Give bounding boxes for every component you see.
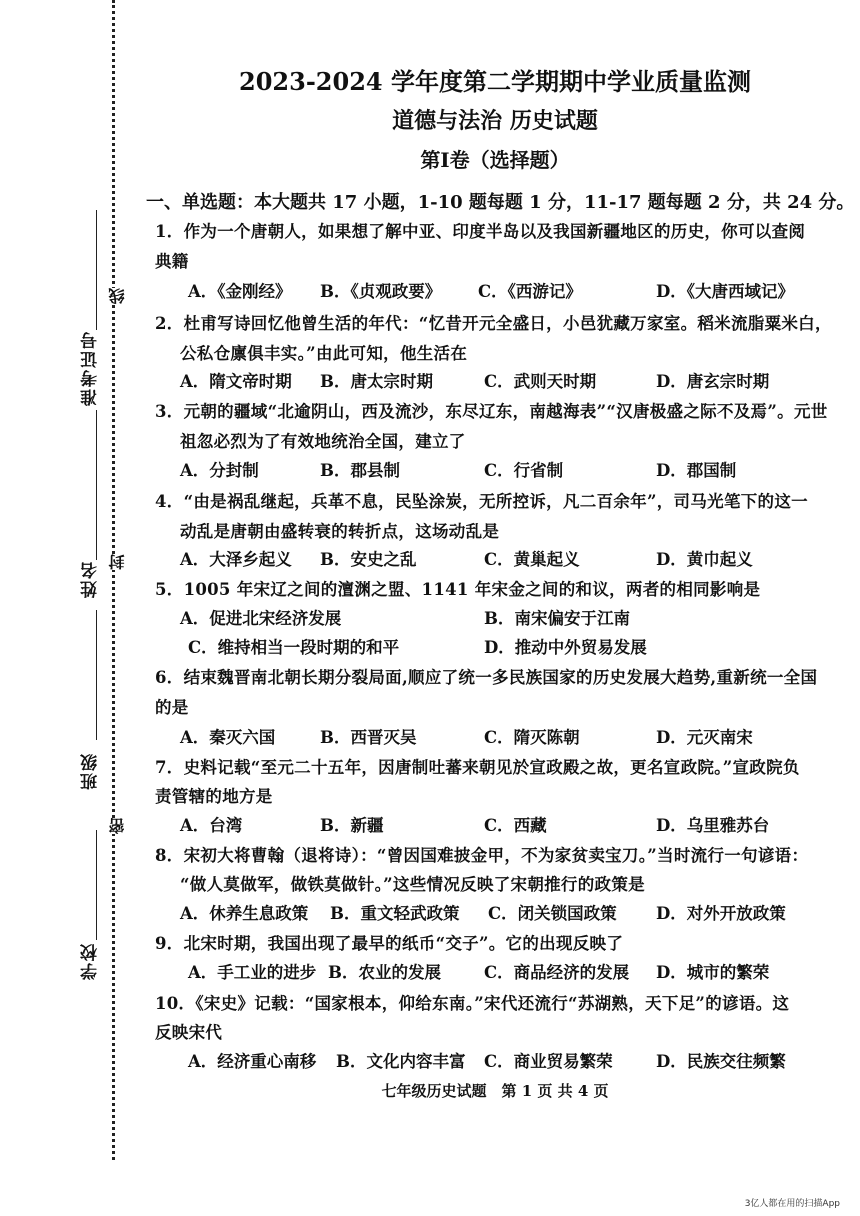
question-5-line-1: 5．1005 年宋辽之间的澶渊之盟、1141 年宋金之间的和议，两者的相同影响是 bbox=[155, 580, 761, 599]
option-b: B．西晋灭吴 bbox=[320, 728, 417, 747]
name-blank bbox=[96, 410, 97, 560]
question-1-line-1: 1．作为一个唐朝人，如果想了解中亚、印度半岛以及我国新疆地区的历史，你可以查阅 bbox=[155, 222, 806, 241]
option-a: A．台湾 bbox=[180, 816, 243, 835]
school-label: 学校 bbox=[81, 942, 101, 980]
option-a: A．经济重心南移 bbox=[188, 1052, 317, 1071]
question-4-line-2: 动乱是唐朝由盛转衰的转折点，这场动乱是 bbox=[180, 522, 500, 541]
question-9-options bbox=[180, 959, 820, 985]
question-10-line-1: 10．《宋史》记载：“国家根本，仰给东南。”宋代还流行“苏湖熟，天下足”的谚语。这 bbox=[155, 994, 790, 1013]
question-3-line-1: 3．元朝的疆域“北逾阴山，西及流沙，东尽辽东，南越海表”“汉唐极盛之际不及焉”。元世 bbox=[155, 402, 828, 421]
option-a: A．手工业的进步 bbox=[188, 963, 317, 982]
option-b: B．重文轻武政策 bbox=[330, 904, 460, 923]
option-b: B．《贞观政要》 bbox=[320, 282, 442, 301]
class-blank bbox=[96, 610, 97, 740]
option-d: D．黄巾起义 bbox=[656, 550, 753, 569]
option-a: A．分封制 bbox=[180, 461, 259, 480]
question-2-line-2: 公私仓廪俱丰实。”由此可知，他生活在 bbox=[180, 344, 468, 363]
question-1-line-2: 典籍 bbox=[155, 252, 189, 271]
question-10-line-2: 反映宋代 bbox=[155, 1023, 223, 1042]
question-3-options bbox=[180, 457, 820, 483]
option-b: B．郡县制 bbox=[320, 461, 400, 480]
option-a: A．《金刚经》 bbox=[188, 282, 292, 301]
option-d: D．元灭南宋 bbox=[656, 728, 753, 747]
option-c: C．维持相当一段时期的和平 bbox=[188, 638, 400, 657]
question-6-line-1: 6．结束魏晋南北朝长期分裂局面,顺应了统一多民族国家的历史发展大趋势,重新统一全国 bbox=[155, 668, 818, 687]
question-4-line-1: 4．“由是祸乱继起，兵革不息，民坠涂炭，无所控诉，凡二百余年”，司马光笔下的这一 bbox=[155, 492, 808, 511]
question-8-line-2: “做人莫做军，做铁莫做针。”这些情况反映了宋朝推行的政策是 bbox=[180, 875, 645, 894]
seal-char-line: 线 bbox=[108, 288, 127, 304]
question-10-options bbox=[180, 1048, 820, 1074]
class-label: 班级 bbox=[81, 752, 101, 790]
scanner-watermark: 3亿人都在用的扫描App bbox=[744, 1199, 840, 1209]
option-c: C．隋灭陈朝 bbox=[484, 728, 580, 747]
option-b: B．新疆 bbox=[320, 816, 384, 835]
option-d: D．民族交往频繁 bbox=[656, 1052, 786, 1071]
question-3-line-2: 祖忽必烈为了有效地统治全国，建立了 bbox=[180, 432, 466, 451]
option-c: C．武则天时期 bbox=[484, 372, 597, 391]
option-d: D．唐玄宗时期 bbox=[656, 372, 770, 391]
school-blank bbox=[96, 830, 97, 940]
option-c: C．商业贸易繁荣 bbox=[484, 1052, 613, 1071]
page-footer: 七年级历史试题 第 1 页 共 4 页 bbox=[381, 1082, 609, 1100]
volume-title: 第Ⅰ卷（选择题） bbox=[420, 148, 570, 172]
admission-number-label: 准考证号 bbox=[81, 330, 101, 406]
section-heading: 一、单选题：本大题共 17 小题，1-10 题每题 1 分，11-17 题每题 2 分，共 24 分。 bbox=[146, 192, 855, 213]
option-b: B．文化内容丰富 bbox=[336, 1052, 466, 1071]
option-c: C．商品经济的发展 bbox=[484, 963, 630, 982]
option-c: C．西藏 bbox=[484, 816, 547, 835]
question-6-line-2: 的是 bbox=[155, 698, 189, 717]
question-6-options bbox=[180, 724, 820, 750]
question-9-line-1: 9．北宋时期，我国出现了最早的纸币“交子”。它的出现反映了 bbox=[155, 934, 624, 953]
option-a: A．大泽乡起义 bbox=[180, 550, 292, 569]
option-b: B．农业的发展 bbox=[328, 963, 441, 982]
seal-char-mi: 密 bbox=[108, 818, 127, 834]
question-2-line-1: 2．杜甫写诗回忆他曾生活的年代：“忆昔开元全盛日，小邑犹藏万家室。稻米流脂粟米白， bbox=[155, 314, 832, 333]
option-d: D．郡国制 bbox=[656, 461, 737, 480]
question-8-line-1: 8．宋初大将曹翰（退将诗）：“曾因国难披金甲，不为家贫卖宝刀。”当时流行一句谚语： bbox=[155, 846, 809, 865]
option-c: C．闭关锁国政策 bbox=[488, 904, 617, 923]
option-c: C．行省制 bbox=[484, 461, 564, 480]
option-b: B．安史之乱 bbox=[320, 550, 417, 569]
admission-number-blank bbox=[96, 210, 97, 330]
option-a: A．隋文帝时期 bbox=[180, 372, 292, 391]
option-c: C．黄巢起义 bbox=[484, 550, 580, 569]
exam-title: 2023-2024 学年度第二学期期中学业质量监测 bbox=[239, 67, 751, 96]
question-4-options bbox=[180, 546, 820, 572]
option-d: D．城市的繁荣 bbox=[656, 963, 770, 982]
question-2-options bbox=[180, 368, 820, 394]
name-label: 姓名 bbox=[81, 560, 101, 598]
question-7-line-1: 7．史料记载“至元二十五年，因唐制吐蕃来朝见於宣政殿之故，更名宣政院。”宣政院负 bbox=[155, 758, 800, 777]
option-a: A．秦灭六国 bbox=[180, 728, 276, 747]
option-c: C．《西游记》 bbox=[478, 282, 582, 301]
seal-char-feng: 封 bbox=[108, 554, 127, 570]
option-b: B．南宋偏安于江南 bbox=[484, 609, 630, 628]
question-5-options-row-1 bbox=[180, 605, 820, 631]
option-d: D．对外开放政策 bbox=[656, 904, 786, 923]
option-d: D．《大唐西域记》 bbox=[656, 282, 795, 301]
option-a: A．休养生息政策 bbox=[180, 904, 309, 923]
question-7-options bbox=[180, 812, 820, 838]
option-d: D．乌里雅苏台 bbox=[656, 816, 770, 835]
option-a: A．促进北宋经济发展 bbox=[180, 609, 342, 628]
exam-subtitle: 道德与法治 历史试题 bbox=[392, 108, 598, 134]
question-8-options bbox=[180, 900, 820, 926]
option-b: B．唐太宗时期 bbox=[320, 372, 433, 391]
question-7-line-2: 责管辖的地方是 bbox=[155, 787, 273, 806]
question-5-options-row-2 bbox=[180, 634, 820, 660]
binding-dotted-line bbox=[112, 0, 115, 1160]
option-d: D．推动中外贸易发展 bbox=[484, 638, 647, 657]
question-1-options bbox=[180, 278, 820, 304]
